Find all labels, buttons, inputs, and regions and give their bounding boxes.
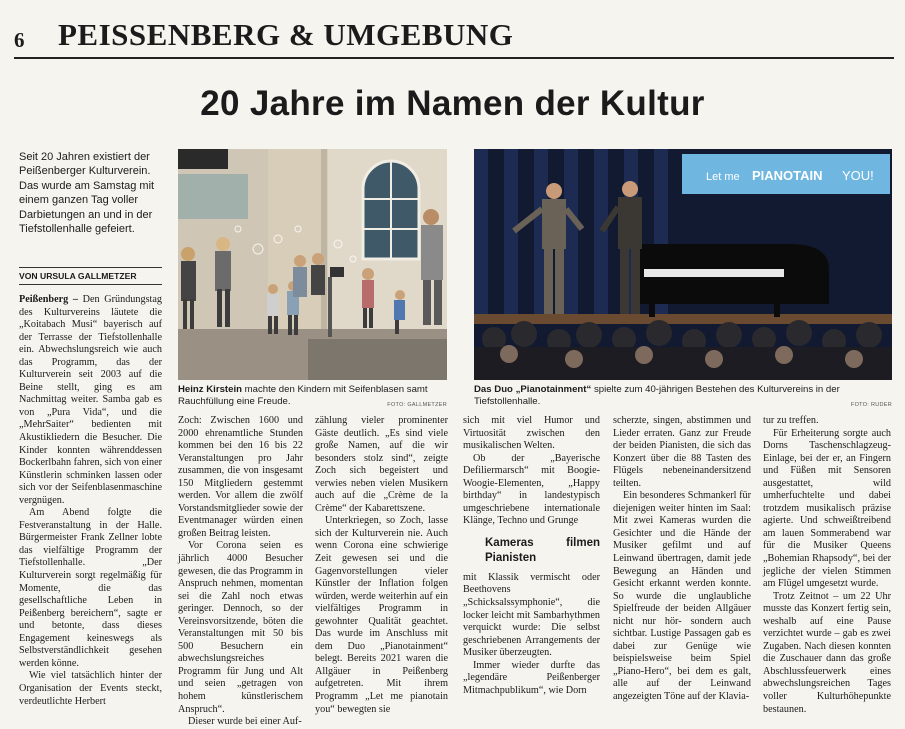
header-rule bbox=[14, 57, 894, 59]
paragraph: zählung vieler prominenter Gäste deutlich. „Es sind viele große Namen, auf die wir besonders stolz sind“, zeigte Zoch sich begeistert und verwies neben vielen Musikern auch auf die „Crème de la Crème“ der Kabarettszene. bbox=[315, 415, 448, 514]
photo-bubbles bbox=[178, 149, 447, 380]
paragraph: Wie viel tatsächlich hinter der Organisation der Events steckt, verdeutlichte Herbert bbox=[19, 670, 162, 707]
paragraph: Unterkriegen, so Zoch, lasse sich der Kulturverein nie. Auch wenn Corona eine schwierige Zeit gewesen sei und die Gagenvorstellungen vieler Künstler der Inflation folgen würden, werde weiterhin auf ein vielfältiges Programm in gewohnter Qualität geachtet. Das wurde im Anschluss mit dem Duo „Pianotainment“ belegt. Bereits 2021 waren die Allgäuer in Peißenberg aufgetreten. Mit ihrem Programm „Let me pianotain you“ bewegten sie bbox=[315, 515, 448, 715]
paragraph: Dieser wurde bei einer Auf- bbox=[188, 716, 302, 728]
article-column-1 bbox=[19, 294, 162, 708]
section-title: PEISSENBERG & UMGEBUNG bbox=[58, 17, 514, 52]
screen-text-b: PIANOTAIN bbox=[752, 168, 823, 183]
byline: VON URSULA GALLMETZER bbox=[19, 267, 162, 285]
caption-text: machte den Kindern mit Seifenblasen samt Rauchfüllung eine Freude. bbox=[178, 384, 428, 408]
paragraph: Ein besonderes Schmankerl für diejenigen weiter hinten im Saal: Mit zwei Kameras wurden die Gesichter und die Hände der Musiker gefilmt und auf Leinwand übertragen, damit jede Bewegung an Händen und Gesicht erkannt werden konnte. So wurde die unglaubliche Spielfreude der beiden Allgäuer nicht nur hör- sondern auch sichtbar. Lustige Passagen gab es dabei zur Genüge wie beispielsweise beim Spiel „Piano-Hero“, bei dem es galt, alle auf der Leinwand angezeigten Töne auf der Klavia- bbox=[613, 490, 751, 703]
article-column-5 bbox=[613, 415, 751, 704]
paragraph: Immer wieder durfte das „legendäre Peißenberger Mitmachpublikum“, wie Dorn bbox=[463, 659, 600, 696]
photo-credit: FOTO: GALLMETZER bbox=[387, 402, 447, 409]
caption-text: spielte zum 40-jährigen Bestehen des Kulturvereins in der Tiefstollenhalle. bbox=[474, 384, 840, 408]
paragraph: scherzte, singen, abstimmen und Lieder erraten. Ganz zur Freude der beiden Pianisten, die sich das Konzert über die 88 Tasten des Flügels nebeneinandersitzend teilten. bbox=[613, 415, 751, 489]
paragraph: Für Erheiterung sorgte auch Dorns Taschenschlagzeug-Einlage, bei der er, an Fingern und Füßen mit Sensoren ausgestattet, wild umherfuchtelte und dabei trotzdem musikalisch präzise agierte. Und schweißtreibend am lauen Sommerabend war für die Musiker Queens „Bohemian Rhapsody“, bei der jegliche der vielen Stimmen am Flügel umgesetzt wurde. bbox=[763, 427, 891, 590]
paragraph: Trotz Zeitnot – um 22 Uhr musste das Konzert fertig sein, weshalb auf eine Pause verzichtet wurde – gab es zwei Zugaben. Nach diesen konnten die Zuschauer dann das große Abschlussfeuerwerk eines abwechslungsreichen Tages voller Kulturhöhepunkte bestaunen. bbox=[763, 590, 891, 715]
article-column-6 bbox=[763, 415, 891, 716]
article-column-2 bbox=[178, 415, 303, 729]
article-column-4 bbox=[463, 415, 600, 697]
screen-text-c: YOU! bbox=[842, 168, 874, 183]
photo-pianotainment-caption bbox=[474, 384, 892, 412]
caption-name: Heinz Kirstein bbox=[178, 384, 242, 395]
caption-name: Das Duo „Pianotainment“ bbox=[474, 384, 592, 395]
photo-pianotainment-illustration bbox=[474, 149, 892, 380]
article-column-3 bbox=[315, 415, 448, 716]
paragraph: sich mit viel Humor und Virtuosität zwischen den musikalischen Welten. bbox=[463, 415, 600, 452]
paragraph: Zoch: Zwischen 1600 und 2000 ehrenamtliche Stunden kommen bei den 16 bis 22 Veranstaltungen pro Jahr zusammen, die von insgesamt 150 Mitgliedern gestemmt werden. Vor allem die zwölf Vorstandsmitglieder sowie der Eventmanager würden einen großen Beitrag leisten. bbox=[178, 415, 303, 539]
photo-bubbles-caption bbox=[178, 384, 447, 412]
headline: 20 Jahre im Namen der Kultur bbox=[200, 84, 705, 123]
subheading: Kameras filmen Pianisten bbox=[485, 536, 600, 564]
page-number: 6 bbox=[14, 28, 25, 52]
dateline: Peißenberg – bbox=[19, 294, 78, 305]
paragraph: Peißenberg – Den Gründungstag des Kulturvereins läutete die „Koitabach Musi“ bayerisch auf der Terrasse der Tiefstollenhalle ein. Abwechslungsreich wie auch das Programm, das der Kulturverein seit 2003 auf die Beine stellt, ging es am Nachmittag weiter. Samba gab es von „Pura Vida“, und die „MehrSaiter“ bedienten mit Akustikliedern die Besucher. Die Kinder konnten währenddessen Bockerlbahn fahren, sich von einer Künstlerin schminken lassen oder sich vor der Seifenblasenmaschine vergnügen. bbox=[19, 294, 162, 506]
article-lead: Seit 20 Jahren existiert der Peißenberger Kulturverein. Das wurde am Samstag mit einem ganzen Tag voller Darbietungen an und in der Tiefstollenhalle gefeiert. bbox=[19, 151, 155, 236]
photo-credit: FOTO: RUDER bbox=[850, 402, 892, 409]
photo-pianotainment bbox=[474, 149, 892, 380]
photo-bubbles-illustration bbox=[178, 149, 447, 380]
paragraph: Ob der „Bayerische Defiliermarsch“ mit Boogie-Woogie-Elementen, „Happy birthday“ in landestypisch umgeschriebene internationale Klänge, Techno und Grunge bbox=[463, 452, 600, 527]
paragraph: tur zu treffen. bbox=[763, 415, 819, 426]
paragraph: Vor Corona seien es jährlich 4000 Besucher gewesen, die das Programm in Anspruch nehmen, momentan sei die Zahl noch etwas geringer. Dennoch, so der Vereinsvorsitzende, böten die Veranstaltungen mit 50 bis 500 Besuchern ein abwechslungsreiches Programm für Jung und Alt und seien „getragen von hohem künstlerischem Anspruch“. bbox=[178, 540, 303, 715]
paragraph: Am Abend folgte die Festveranstaltung in der Halle. Bürgermeister Frank Zellner lobte das vielfältige Programm der Tiefstollenhalle. „Der Kulturverein sorgt regelmäßig für Momente, die das gesellschaftliche Leben in Peißenberg bereichern“, sagte er und betonte, dass dieses Engagement keineswegs als Selbstverständlichkeit gesehen werden könne. bbox=[19, 507, 162, 669]
screen-text-a: Let me bbox=[706, 171, 740, 183]
paragraph: mit Klassik vermischt oder Beethovens „Schicksalssymphonie“, die locker leicht mit Sambarhythmen verquickt wurde: Die selbst geschriebenen Arrangements der Musiker überzeugten. bbox=[463, 571, 600, 659]
